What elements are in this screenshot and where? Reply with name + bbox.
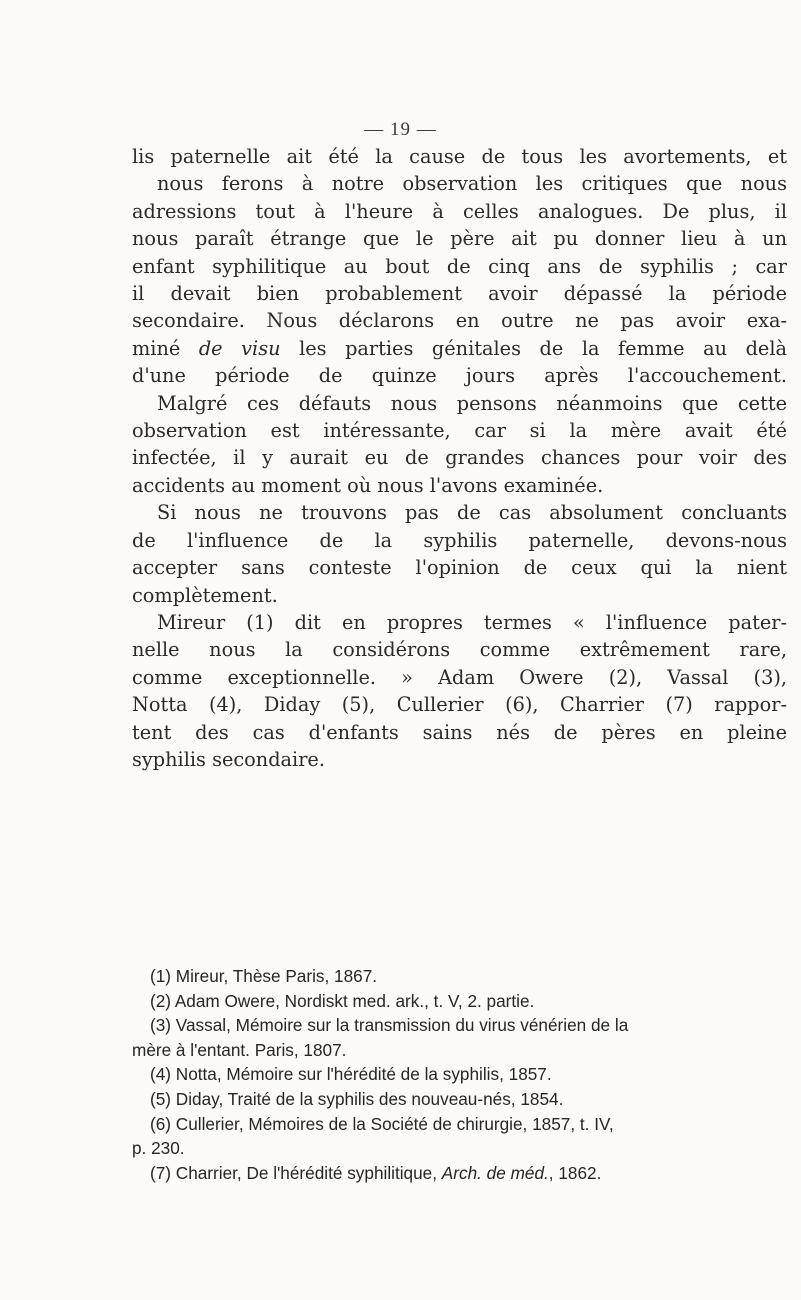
text-line: d'une période de quinze jours après l'accouchement. — [132, 364, 787, 388]
text-line: nous paraît étrange que le père ait pu donner lieu à un — [132, 227, 787, 251]
text-line: Si nous ne trouvons pas de cas absolument concluants — [157, 501, 787, 525]
text-line: accidents au moment où nous l'avons examinée. — [132, 473, 604, 497]
text-line: enfant syphilitique au bout de cinq ans de syphilis ; car — [132, 254, 787, 278]
text-fragment: les parties génitales de la femme au delà — [280, 336, 787, 360]
text-line: observation est intéressante, car si la mère avait été — [132, 419, 787, 443]
text-line: complètement. — [132, 583, 278, 607]
page-number: — 19 — — [364, 119, 437, 140]
text-line: Mireur (1) dit en propres termes « l'influence pater- — [157, 610, 787, 634]
footnote-text: (7) Charrier, De l'hérédité syphilitique, — [150, 1162, 442, 1183]
footnote-7 — [132, 1161, 787, 1186]
footnote-2: (2) Adam Owere, Nordiskt med. ark., t. V, 2. partie. — [150, 990, 535, 1011]
text-line: adressions tout à l'heure à celles analogues. De plus, il — [132, 199, 787, 223]
text-line: accepter sans conteste l'opinion de ceux qui la nient — [132, 556, 787, 580]
text-line — [132, 335, 787, 362]
footnote-3 — [132, 1013, 787, 1062]
text-line: de l'influence de la syphilis paternelle, devons-nous — [132, 528, 787, 552]
text-fragment: miné — [132, 336, 199, 360]
text-line: infectée, il y aurait eu de grandes chances pour voir des — [132, 446, 787, 470]
footnotes — [132, 964, 787, 1185]
footnote-continuation: mère à l'entant. Paris, 1807. — [132, 1039, 347, 1060]
text-line: lis paternelle ait été la cause de tous les avortements, et — [132, 145, 787, 168]
footnote-1: (1) Mireur, Thèse Paris, 1867. — [150, 966, 378, 986]
text-line: syphilis secondaire. — [132, 747, 325, 771]
footnote-5: (5) Diday, Traité de la syphilis des nouveau-nés, 1854. — [150, 1088, 564, 1109]
footnote-6 — [132, 1112, 787, 1161]
footnote-text: , 1862. — [548, 1162, 602, 1183]
footnote-continuation: p. 230. — [132, 1138, 185, 1159]
italic-journal-title: Arch. de méd. — [441, 1162, 549, 1183]
text-line: secondaire. Nous déclarons en outre ne pas avoir exa- — [132, 309, 787, 333]
text-line: il devait bien probablement avoir dépassé la période — [132, 282, 787, 306]
italic-phrase: de visu — [198, 336, 281, 360]
text-line: Notta (4), Diday (5), Cullerier (6), Charrier (7) rappor- — [132, 693, 787, 717]
text-line: nelle nous la considérons comme extrêmement rare, — [132, 638, 787, 662]
text-line: tent des cas d'enfants sains nés de pères en pleine — [132, 720, 787, 744]
footnote-text: (6) Cullerier, Mémoires de la Société de chirurgie, 1857, t. IV, — [150, 1113, 614, 1134]
footnote-text: (3) Vassal, Mémoire sur la transmission du virus vénérien de la — [150, 1015, 629, 1036]
text-line: nous ferons à notre observation les critiques que nous — [157, 172, 787, 196]
body-text — [132, 143, 787, 773]
text-line: comme exceptionnelle. » Adam Owere (2), Vassal (3), — [132, 665, 787, 689]
text-line: Malgré ces défauts nous pensons néanmoins que cette — [157, 391, 787, 415]
footnote-4: (4) Notta, Mémoire sur l'hérédité de la syphilis, 1857. — [150, 1064, 552, 1085]
